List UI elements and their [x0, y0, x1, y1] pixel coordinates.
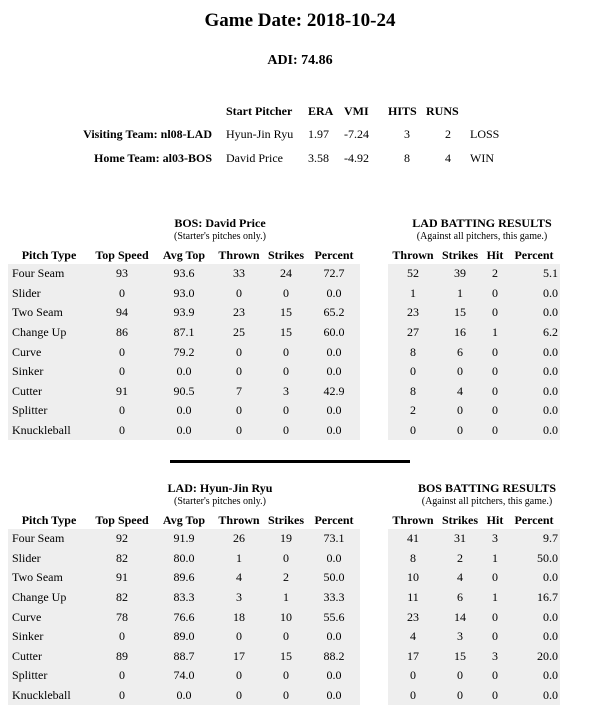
table-row [8, 607, 560, 627]
col-avg-top: Avg Top [162, 512, 206, 527]
cell-thrown: 25 [214, 323, 264, 343]
cell-percent: 72.7 [308, 264, 360, 284]
col-bat-thrown: Thrown [392, 512, 434, 527]
cell-thrown: 26 [214, 529, 264, 549]
summary-header-row [72, 100, 499, 122]
cell-pitch-type: Knuckleball [8, 686, 90, 706]
cell-thrown: 0 [214, 401, 264, 421]
cell-thrown: 33 [214, 264, 264, 284]
cell-top-speed: 91 [90, 568, 154, 588]
cell-strikes: 0 [264, 284, 308, 304]
cell-percent: 50.0 [308, 568, 360, 588]
cell-bat-hit: 0 [482, 284, 508, 304]
cell-avg-top: 79.2 [154, 342, 214, 362]
cell-pitch-type: Four Seam [8, 264, 90, 284]
cell-pitch-type: Four Seam [8, 529, 90, 549]
col-pitch-type: Pitch Type [21, 247, 77, 262]
col-percent: Percent [314, 247, 354, 262]
cell-pitch-type: Sinker [8, 362, 90, 382]
cell-avg-top: 0.0 [154, 421, 214, 441]
home-hits: 8 [404, 150, 410, 165]
column-gap [360, 382, 388, 402]
cell-bat-strikes: 0 [438, 401, 482, 421]
section2-stats-table [8, 511, 560, 705]
col-bat-percent: Percent [514, 512, 554, 527]
cell-bat-strikes: 4 [438, 568, 482, 588]
cell-avg-top: 83.3 [154, 588, 214, 608]
header-runs: RUNS [426, 103, 459, 118]
cell-pitch-type: Cutter [8, 647, 90, 667]
cell-pitch-type: Cutter [8, 382, 90, 402]
col-bat-percent: Percent [514, 247, 554, 262]
cell-bat-percent: 0.0 [508, 342, 560, 362]
cell-top-speed: 0 [90, 401, 154, 421]
cell-pitch-type: Splitter [8, 666, 90, 686]
cell-percent: 0.0 [308, 401, 360, 421]
cell-percent: 0.0 [308, 284, 360, 304]
cell-bat-percent: 0.0 [508, 401, 560, 421]
cell-bat-strikes: 0 [438, 421, 482, 441]
column-gap [360, 607, 388, 627]
game-summary-table [72, 100, 499, 170]
table-row [8, 284, 560, 304]
cell-thrown: 3 [214, 588, 264, 608]
section2-batting-title: BOS BATTING RESULTS [417, 481, 557, 495]
cell-avg-top: 0.0 [154, 362, 214, 382]
visiting-runs: 2 [445, 126, 451, 141]
visiting-era: 1.97 [308, 126, 329, 141]
column-gap [360, 284, 388, 304]
cell-strikes: 15 [264, 647, 308, 667]
cell-percent: 0.0 [308, 342, 360, 362]
cell-top-speed: 0 [90, 284, 154, 304]
column-gap [360, 588, 388, 608]
cell-top-speed: 0 [90, 342, 154, 362]
table-row [8, 264, 560, 284]
cell-bat-strikes: 0 [438, 686, 482, 706]
cell-bat-strikes: 6 [438, 342, 482, 362]
cell-bat-percent: 0.0 [508, 421, 560, 441]
cell-bat-hit: 3 [482, 647, 508, 667]
section2-pitcher-title: LAD: Hyun-Jin Ryu [167, 481, 273, 495]
cell-bat-percent: 0.0 [508, 607, 560, 627]
cell-bat-thrown: 17 [388, 647, 438, 667]
cell-bat-strikes: 0 [438, 666, 482, 686]
table-row [8, 421, 560, 441]
cell-bat-thrown: 0 [388, 686, 438, 706]
cell-bat-hit: 0 [482, 627, 508, 647]
cell-bat-hit: 0 [482, 401, 508, 421]
cell-strikes: 0 [264, 401, 308, 421]
column-gap [360, 686, 388, 706]
visiting-pitcher: Hyun-Jin Ryu [226, 126, 294, 141]
header-start-pitcher: Start Pitcher [226, 103, 293, 118]
cell-bat-hit: 1 [482, 549, 508, 569]
table-row [8, 627, 560, 647]
cell-top-speed: 0 [90, 362, 154, 382]
cell-avg-top: 74.0 [154, 666, 214, 686]
cell-thrown: 7 [214, 382, 264, 402]
table-row [8, 549, 560, 569]
section-divider [170, 460, 410, 463]
home-result: WIN [470, 150, 494, 165]
cell-pitch-type: Two Seam [8, 303, 90, 323]
cell-avg-top: 76.6 [154, 607, 214, 627]
cell-thrown: 0 [214, 421, 264, 441]
cell-strikes: 0 [264, 686, 308, 706]
cell-strikes: 0 [264, 342, 308, 362]
table-row [8, 568, 560, 588]
cell-top-speed: 82 [90, 549, 154, 569]
cell-top-speed: 86 [90, 323, 154, 343]
cell-bat-strikes: 2 [438, 549, 482, 569]
cell-bat-strikes: 3 [438, 627, 482, 647]
cell-pitch-type: Two Seam [8, 568, 90, 588]
cell-percent: 0.0 [308, 627, 360, 647]
home-runs: 4 [445, 150, 451, 165]
visiting-vmi: -7.24 [344, 126, 369, 141]
cell-bat-strikes: 4 [438, 382, 482, 402]
cell-pitch-type: Curve [8, 342, 90, 362]
cell-avg-top: 90.5 [154, 382, 214, 402]
col-thrown: Thrown [218, 247, 260, 262]
table-row [8, 647, 560, 667]
header-vmi: VMI [344, 103, 369, 118]
cell-bat-hit: 0 [482, 421, 508, 441]
cell-bat-percent: 0.0 [508, 686, 560, 706]
visiting-team-label: Visiting Team: nl08-LAD [83, 126, 212, 141]
section2-batting-heading [396, 481, 578, 507]
adi-value: ADI: 74.86 [267, 53, 333, 68]
cell-percent: 73.1 [308, 529, 360, 549]
home-team-row [72, 146, 499, 170]
header-era: ERA [308, 103, 334, 118]
col-percent: Percent [314, 512, 354, 527]
cell-bat-thrown: 2 [388, 401, 438, 421]
col-avg-top: Avg Top [162, 247, 206, 262]
cell-bat-hit: 0 [482, 303, 508, 323]
cell-bat-strikes: 0 [438, 362, 482, 382]
section2-pitcher-heading [130, 481, 310, 507]
cell-strikes: 19 [264, 529, 308, 549]
cell-thrown: 17 [214, 647, 264, 667]
cell-bat-percent: 0.0 [508, 284, 560, 304]
cell-avg-top: 93.0 [154, 284, 214, 304]
cell-bat-strikes: 14 [438, 607, 482, 627]
cell-avg-top: 80.0 [154, 549, 214, 569]
cell-bat-strikes: 31 [438, 529, 482, 549]
cell-bat-percent: 0.0 [508, 362, 560, 382]
cell-strikes: 0 [264, 549, 308, 569]
cell-bat-thrown: 27 [388, 323, 438, 343]
section1-pitcher-subtitle: (Starter's pitches only.) [174, 231, 266, 242]
column-gap [360, 549, 388, 569]
cell-top-speed: 0 [90, 627, 154, 647]
cell-top-speed: 91 [90, 382, 154, 402]
cell-avg-top: 89.0 [154, 627, 214, 647]
cell-bat-thrown: 1 [388, 284, 438, 304]
table-row [8, 382, 560, 402]
cell-pitch-type: Splitter [8, 401, 90, 421]
visiting-result: LOSS [470, 126, 500, 141]
cell-pitch-type: Slider [8, 284, 90, 304]
col-bat-strikes: Strikes [442, 512, 478, 527]
cell-thrown: 0 [214, 686, 264, 706]
cell-pitch-type: Change Up [8, 323, 90, 343]
cell-bat-thrown: 8 [388, 342, 438, 362]
cell-bat-thrown: 4 [388, 627, 438, 647]
cell-avg-top: 88.7 [154, 647, 214, 667]
cell-pitch-type: Change Up [8, 588, 90, 608]
cell-thrown: 1 [214, 549, 264, 569]
cell-avg-top: 91.9 [154, 529, 214, 549]
table-row [8, 529, 560, 549]
cell-strikes: 3 [264, 382, 308, 402]
table-row [8, 686, 560, 706]
table-row [8, 588, 560, 608]
cell-bat-hit: 0 [482, 362, 508, 382]
cell-avg-top: 89.6 [154, 568, 214, 588]
col-strikes: Strikes [268, 247, 304, 262]
cell-strikes: 2 [264, 568, 308, 588]
cell-percent: 0.0 [308, 666, 360, 686]
cell-percent: 55.6 [308, 607, 360, 627]
cell-bat-hit: 0 [482, 607, 508, 627]
col-bat-strikes: Strikes [442, 247, 478, 262]
visiting-hits: 3 [404, 126, 410, 141]
table-row [8, 323, 560, 343]
column-gap [360, 264, 388, 284]
cell-bat-strikes: 39 [438, 264, 482, 284]
cell-strikes: 15 [264, 303, 308, 323]
cell-bat-hit: 0 [482, 568, 508, 588]
column-gap [360, 362, 388, 382]
table-row [8, 303, 560, 323]
column-gap [360, 568, 388, 588]
cell-percent: 0.0 [308, 362, 360, 382]
col-top-speed: Top Speed [95, 247, 149, 262]
cell-top-speed: 89 [90, 647, 154, 667]
cell-bat-strikes: 1 [438, 284, 482, 304]
table-row [8, 401, 560, 421]
cell-avg-top: 93.6 [154, 264, 214, 284]
table-row [8, 362, 560, 382]
section1-stats-table [8, 246, 560, 440]
cell-bat-percent: 0.0 [508, 303, 560, 323]
cell-thrown: 0 [214, 362, 264, 382]
cell-percent: 65.2 [308, 303, 360, 323]
home-vmi: -4.92 [344, 150, 369, 165]
section1-pitcher-title: BOS: David Price [174, 216, 266, 230]
cell-bat-hit: 0 [482, 686, 508, 706]
cell-percent: 42.9 [308, 382, 360, 402]
cell-pitch-type: Knuckleball [8, 421, 90, 441]
cell-thrown: 0 [214, 627, 264, 647]
home-pitcher: David Price [226, 150, 283, 165]
cell-strikes: 0 [264, 421, 308, 441]
cell-bat-hit: 0 [482, 382, 508, 402]
cell-thrown: 0 [214, 284, 264, 304]
column-gap [360, 342, 388, 362]
cell-top-speed: 93 [90, 264, 154, 284]
cell-bat-percent: 5.1 [508, 264, 560, 284]
cell-bat-thrown: 0 [388, 421, 438, 441]
cell-top-speed: 0 [90, 686, 154, 706]
section2-header-row [8, 511, 560, 529]
cell-bat-thrown: 10 [388, 568, 438, 588]
cell-avg-top: 87.1 [154, 323, 214, 343]
cell-strikes: 0 [264, 666, 308, 686]
cell-bat-strikes: 15 [438, 303, 482, 323]
cell-bat-percent: 0.0 [508, 666, 560, 686]
cell-bat-percent: 9.7 [508, 529, 560, 549]
cell-top-speed: 94 [90, 303, 154, 323]
cell-top-speed: 78 [90, 607, 154, 627]
cell-bat-thrown: 0 [388, 666, 438, 686]
cell-bat-hit: 1 [482, 588, 508, 608]
cell-strikes: 10 [264, 607, 308, 627]
table-row [8, 666, 560, 686]
col-top-speed: Top Speed [95, 512, 149, 527]
header-hits: HITS [388, 103, 417, 118]
cell-percent: 88.2 [308, 647, 360, 667]
cell-bat-hit: 0 [482, 666, 508, 686]
table-row [8, 342, 560, 362]
cell-top-speed: 0 [90, 666, 154, 686]
cell-percent: 0.0 [308, 549, 360, 569]
section2-pitcher-subtitle: (Starter's pitches only.) [174, 496, 266, 507]
cell-thrown: 0 [214, 666, 264, 686]
cell-bat-thrown: 0 [388, 362, 438, 382]
cell-bat-percent: 16.7 [508, 588, 560, 608]
cell-bat-strikes: 16 [438, 323, 482, 343]
column-gap [360, 323, 388, 343]
column-gap [360, 421, 388, 441]
visiting-team-row [72, 122, 499, 146]
cell-bat-strikes: 15 [438, 647, 482, 667]
cell-avg-top: 0.0 [154, 401, 214, 421]
cell-pitch-type: Slider [8, 549, 90, 569]
cell-percent: 0.0 [308, 686, 360, 706]
col-strikes: Strikes [268, 512, 304, 527]
column-gap [360, 666, 388, 686]
column-gap [360, 303, 388, 323]
cell-bat-percent: 0.0 [508, 627, 560, 647]
col-bat-hit: Hit [486, 512, 504, 527]
cell-thrown: 23 [214, 303, 264, 323]
cell-strikes: 0 [264, 627, 308, 647]
col-thrown: Thrown [218, 512, 260, 527]
section1-batting-subtitle: (Against all pitchers, this game.) [416, 231, 548, 242]
cell-strikes: 24 [264, 264, 308, 284]
col-pitch-type: Pitch Type [21, 512, 77, 527]
column-gap [360, 647, 388, 667]
cell-bat-hit: 2 [482, 264, 508, 284]
column-gap [360, 401, 388, 421]
home-era: 3.58 [308, 150, 329, 165]
cell-percent: 0.0 [308, 421, 360, 441]
col-bat-thrown: Thrown [392, 247, 434, 262]
cell-bat-thrown: 8 [388, 382, 438, 402]
cell-pitch-type: Sinker [8, 627, 90, 647]
cell-thrown: 18 [214, 607, 264, 627]
cell-top-speed: 0 [90, 421, 154, 441]
cell-bat-percent: 0.0 [508, 382, 560, 402]
cell-top-speed: 92 [90, 529, 154, 549]
cell-top-speed: 82 [90, 588, 154, 608]
cell-bat-hit: 3 [482, 529, 508, 549]
section1-batting-title: LAD BATTING RESULTS [412, 216, 552, 230]
section1-batting-heading [396, 216, 568, 242]
cell-strikes: 1 [264, 588, 308, 608]
cell-strikes: 15 [264, 323, 308, 343]
column-gap [360, 627, 388, 647]
cell-avg-top: 0.0 [154, 686, 214, 706]
cell-strikes: 0 [264, 362, 308, 382]
cell-bat-strikes: 6 [438, 588, 482, 608]
section1-pitcher-heading [130, 216, 310, 242]
cell-bat-hit: 1 [482, 323, 508, 343]
column-gap [360, 529, 388, 549]
cell-bat-thrown: 8 [388, 549, 438, 569]
game-date-title: Game Date: 2018-10-24 [204, 10, 396, 31]
cell-avg-top: 93.9 [154, 303, 214, 323]
cell-bat-percent: 20.0 [508, 647, 560, 667]
section2-batting-subtitle: (Against all pitchers, this game.) [421, 496, 553, 507]
cell-bat-percent: 6.2 [508, 323, 560, 343]
cell-bat-hit: 0 [482, 342, 508, 362]
cell-bat-percent: 0.0 [508, 568, 560, 588]
cell-percent: 60.0 [308, 323, 360, 343]
cell-bat-percent: 50.0 [508, 549, 560, 569]
cell-bat-thrown: 11 [388, 588, 438, 608]
cell-bat-thrown: 41 [388, 529, 438, 549]
col-bat-hit: Hit [486, 247, 504, 262]
cell-thrown: 4 [214, 568, 264, 588]
home-team-label: Home Team: al03-BOS [93, 150, 212, 165]
section1-header-row [8, 246, 560, 264]
cell-bat-thrown: 23 [388, 607, 438, 627]
cell-bat-thrown: 52 [388, 264, 438, 284]
cell-bat-thrown: 23 [388, 303, 438, 323]
cell-percent: 33.3 [308, 588, 360, 608]
cell-thrown: 0 [214, 342, 264, 362]
cell-pitch-type: Curve [8, 607, 90, 627]
